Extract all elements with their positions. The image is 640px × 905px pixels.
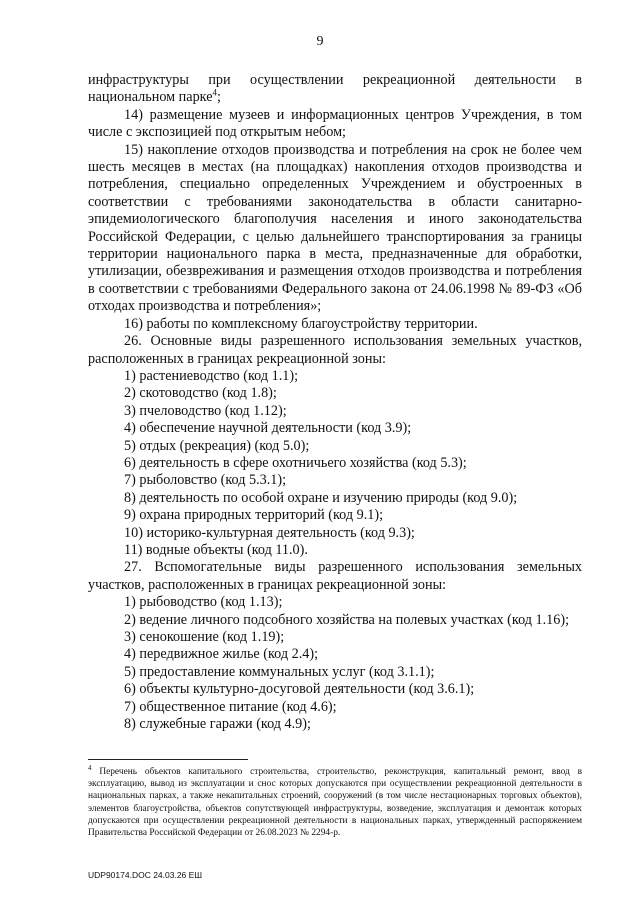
list-item: 2) ведение личного подсобного хозяйства на полевых участках (код 1.16); — [124, 611, 570, 628]
list-item: 7) общественное питание (код 4.6); — [124, 698, 337, 715]
item-14: 14) размещение музеев и информационных центров Учреждения, в том числе с экспозицией под открытым небом; — [88, 106, 582, 141]
document-code: UDP90174.DOC 24.03.26 ЕШ — [88, 870, 203, 880]
list-item: 3) пчеловодство (код 1.12); — [124, 402, 287, 419]
list-item: 6) деятельность в сфере охотничьего хозяйства (код 5.3); — [124, 454, 467, 471]
list-item: 8) служебные гаражи (код 4.9); — [124, 716, 311, 733]
footnote-reference[interactable]: 4 — [212, 87, 217, 98]
paragraph-infrastructure-text: инфраструктуры при осуществлении рекреационной деятельности в национальном парке — [88, 72, 582, 106]
footnote-text: Перечень объектов капитального строительства, строительство, реконструкция, капитальный ремонт, ввод в эксплуатацию, вывод из эксплуатации и снос которых допускаются при осуществлении рекреационной деятельности в национальных парках, а также некапитальных строений, сооружений (в том числе нестационарных торговых объектов), элементов благоустройства, объектов сопутствующей инфраструктуры, возведение, эксплуатация и демонтаж которых допускаются при осуществлении рекреационной деятельности в национальных парках, утвержденный распоряжением Правительства Российской Федерации от 26.08.2023 № 2294-р. — [88, 767, 582, 839]
list-item: 4) обеспечение научной деятельности (код 3.9); — [124, 420, 412, 437]
list-item: 10) историко-культурная деятельность (код 9.3); — [124, 524, 415, 541]
main-text — [88, 72, 582, 733]
list-item: 2) скотоводство (код 1.8); — [124, 385, 277, 402]
section-27-heading: 27. Вспомогательные виды разрешенного использования земельных участков, расположенных в границах рекреационной зоны: — [88, 559, 582, 593]
footnote — [88, 763, 582, 839]
list-item: 7) рыболовство (код 5.3.1); — [124, 472, 287, 489]
list-item: 5) отдых (рекреация) (код 5.0); — [124, 437, 310, 454]
section-26-heading: 26. Основные виды разрешенного использования земельных участков, расположенных в границах рекреационной зоны: — [88, 333, 582, 367]
footnote-mark: 4 — [88, 763, 92, 772]
page-number: 9 — [316, 34, 324, 49]
list-item: 6) объекты культурно-досуговой деятельности (код 3.6.1); — [124, 681, 475, 698]
footnote-divider — [88, 759, 248, 760]
list-item: 8) деятельность по особой охране и изучению природы (код 9.0); — [124, 489, 518, 506]
section-26-list — [88, 368, 582, 559]
item-15: 15) накопление отходов производства и потребления на срок не более чем шесть месяцев в местах (на площадках) накопления отходов производства и потребления, специально определенных Учреждением и обустроенных в соответствии с требованиями законодательства в области санитарно-эпидемиологического благополучия населения и иного законодательства Российской Федерации, с целью дальнейшего транспортирования за границы территории национального парка в места, предназначенные для обработки, утилизации, обезвреживания и размещения отходов производства и потребления в соответствии с требованиями Федерального закона от 24.06.1998 № 89-ФЗ «Об отходах производства и потребления»; — [88, 141, 582, 315]
list-item: 1) рыбоводство (код 1.13); — [124, 594, 283, 611]
paragraph-infrastructure-tail: ; — [217, 89, 221, 106]
list-item: 9) охрана природных территорий (код 9.1); — [124, 507, 384, 524]
paragraph-infrastructure — [88, 72, 582, 107]
section-27-list — [88, 594, 582, 733]
list-item: 5) предоставление коммунальных услуг (код 3.1.1); — [124, 663, 435, 680]
list-item: 11) водные объекты (код 11.0). — [124, 541, 308, 558]
list-item: 1) растениеводство (код 1.1); — [124, 367, 299, 384]
list-item: 3) сенокошение (код 1.19); — [124, 629, 285, 645]
list-item: 4) передвижное жилье (код 2.4); — [124, 646, 319, 663]
item-16: 16) работы по комплексному благоустройству территории. — [124, 315, 478, 332]
